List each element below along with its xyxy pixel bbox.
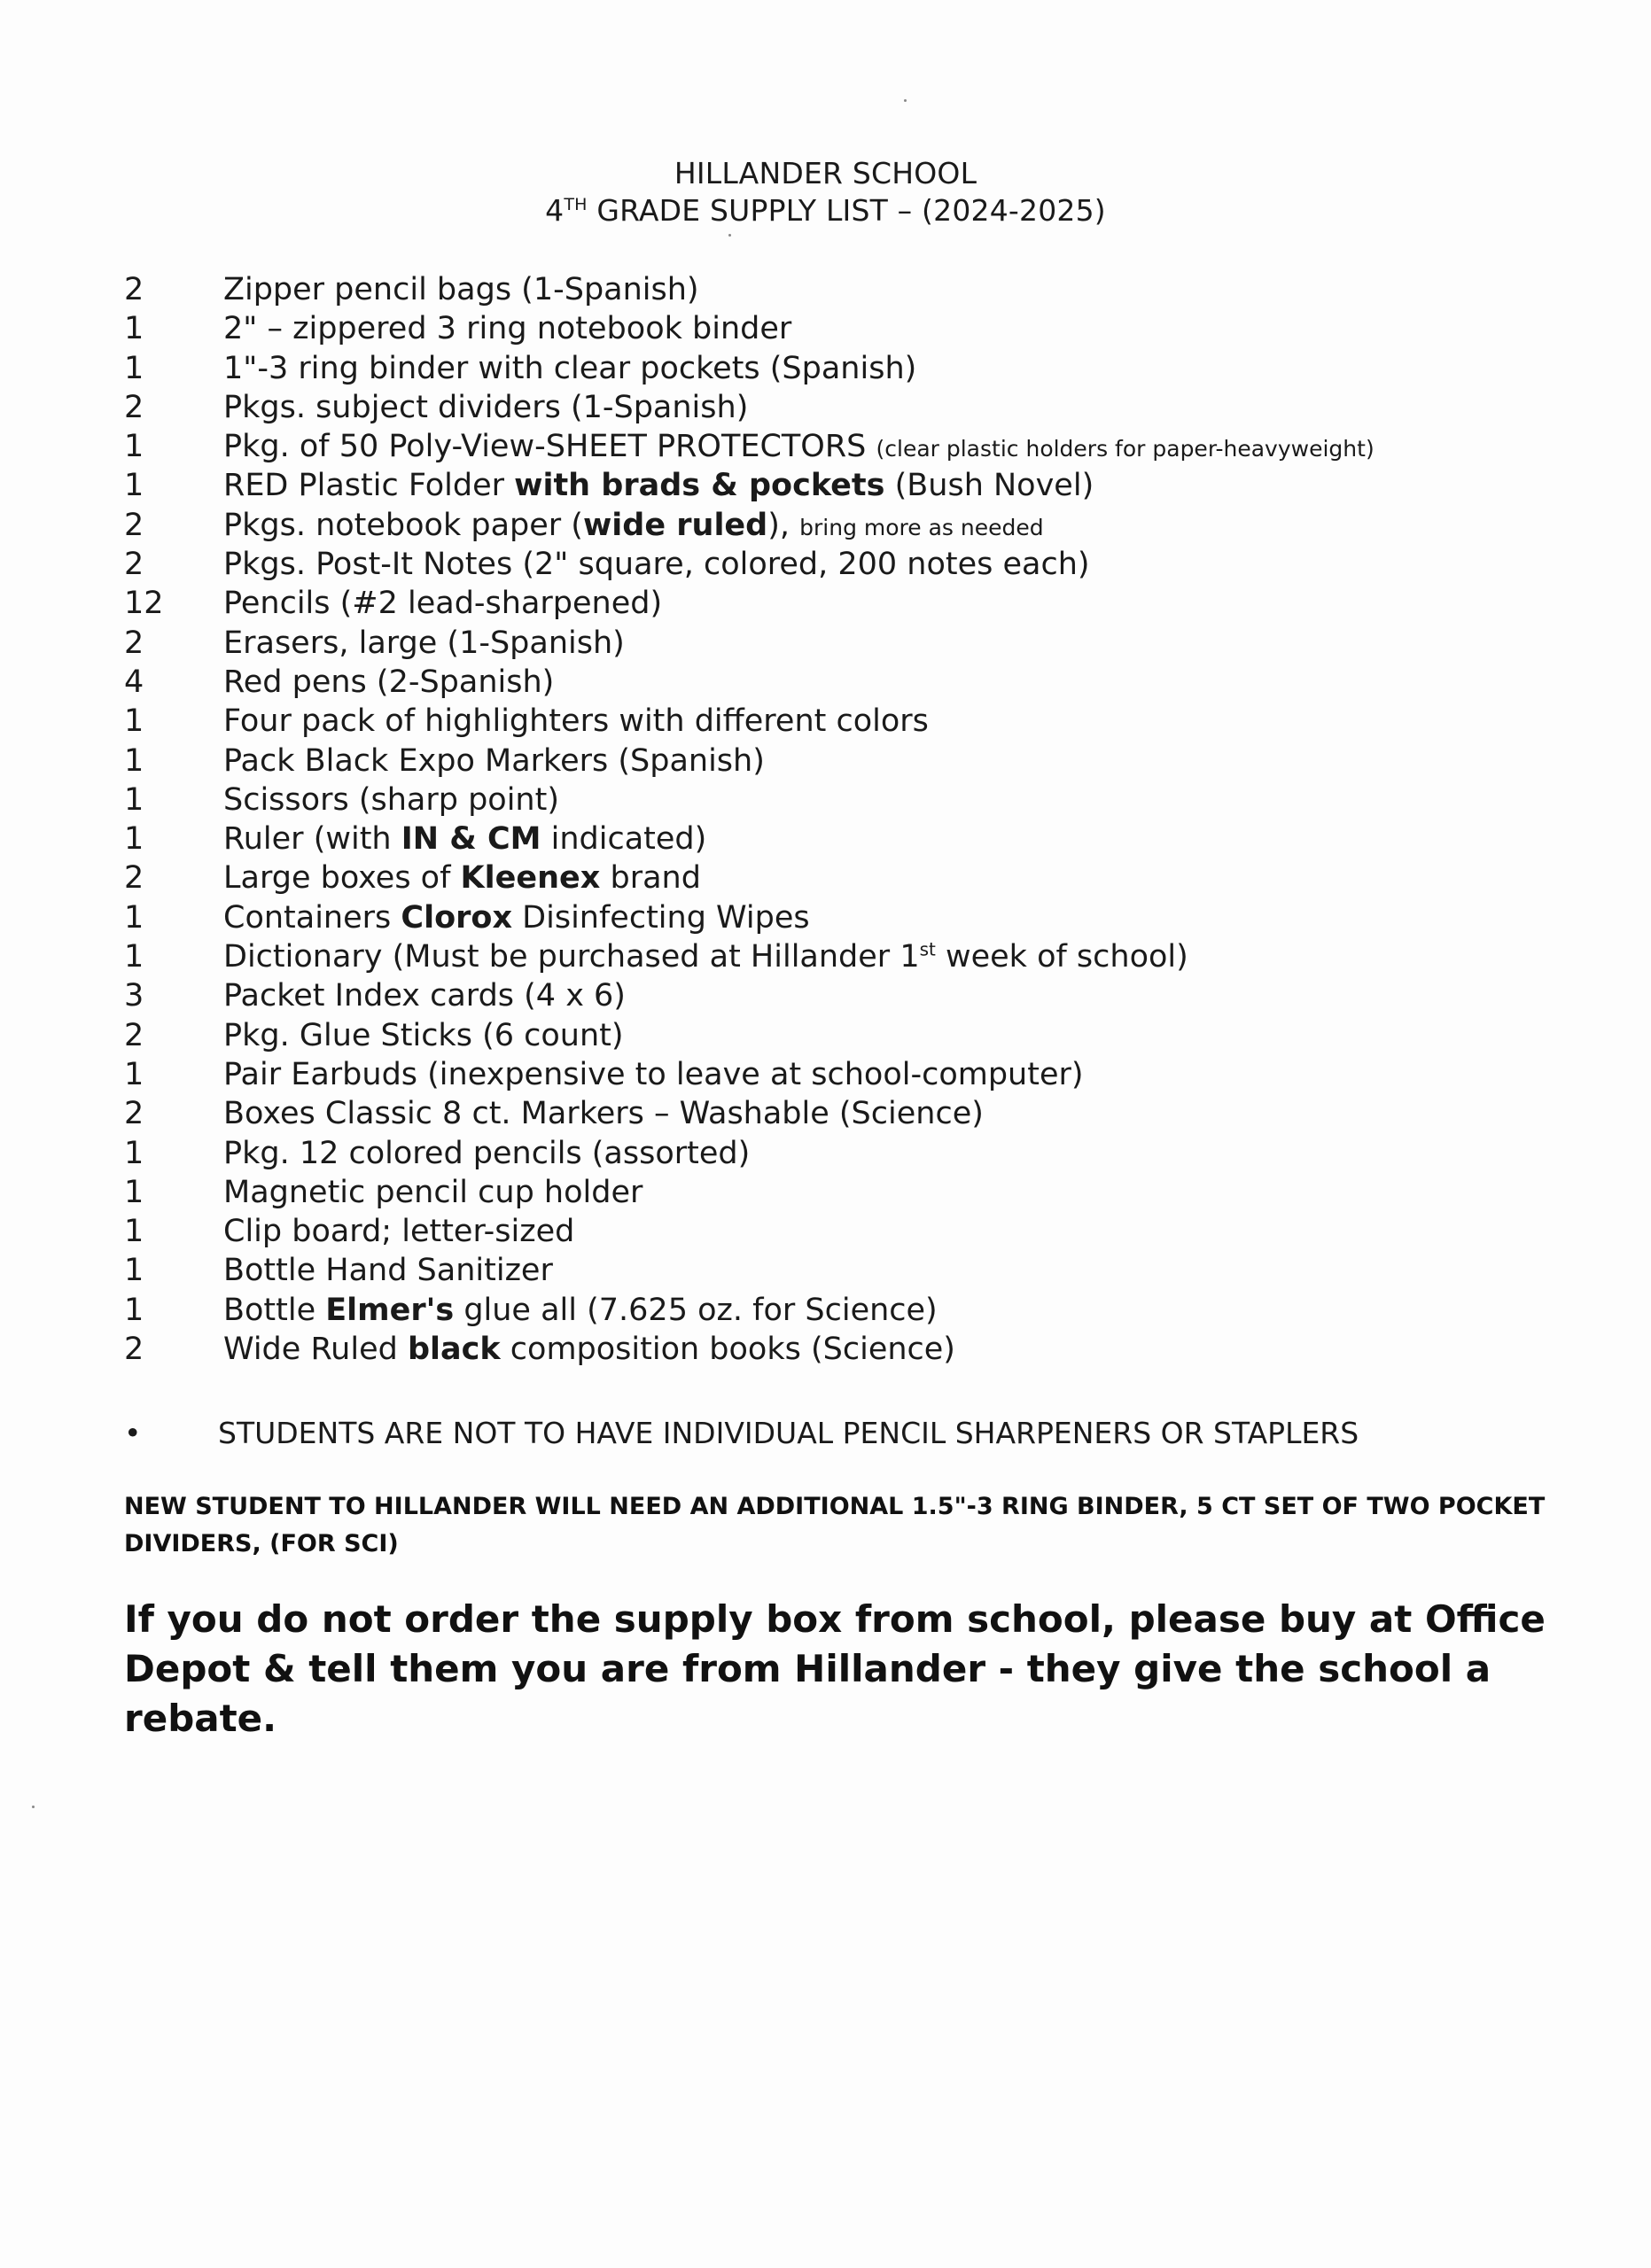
item-text-part: Pair Earbuds (inexpensive to leave at school-computer) — [223, 1056, 1084, 1092]
item-quantity: 4 — [124, 664, 144, 700]
item-description — [223, 349, 916, 388]
item-description — [223, 976, 626, 1015]
item-text-part: Disinfecting Wipes — [512, 899, 810, 936]
item-description — [223, 584, 662, 623]
item-description — [223, 309, 791, 348]
item-quantity: 1 — [124, 1174, 144, 1210]
item-description — [223, 898, 810, 937]
item-quantity: 1 — [124, 350, 144, 386]
supply-item — [124, 506, 1542, 545]
item-text-part: 2" – zippered 3 ring notebook binder — [223, 311, 792, 347]
list-title-text: GRADE SUPPLY LIST – (2024-2025) — [596, 193, 1106, 228]
item-text-part: Wide Ruled — [223, 1332, 408, 1368]
supply-item — [124, 742, 1542, 781]
item-quantity: 1 — [124, 1292, 144, 1328]
item-description — [223, 506, 1044, 548]
supply-item — [124, 1055, 1542, 1094]
item-text-part: Zipper pencil bags (1-Spanish) — [223, 272, 699, 307]
supply-item — [124, 1251, 1542, 1290]
supply-item — [124, 349, 1542, 388]
item-quantity: 2 — [124, 1096, 144, 1132]
item-text-part: Clorox — [401, 899, 513, 936]
item-text-part: Pencils (#2 lead-sharpened) — [223, 586, 663, 622]
supply-item — [124, 545, 1542, 584]
item-quantity: 1 — [124, 821, 144, 858]
bullet-symbol: • — [124, 1416, 142, 1450]
supply-item — [124, 781, 1542, 819]
item-quantity: 1 — [124, 468, 144, 504]
supply-items-list — [124, 270, 1542, 1369]
new-student-note: NEW STUDENT TO HILLANDER WILL NEED AN ADDITIONAL 1.5"-3 RING BINDER, 5 CT SET OF TWO POCKET DIVIDERS, (FOR SCI) — [124, 1493, 1546, 1557]
item-description — [223, 1291, 938, 1330]
item-description — [223, 819, 706, 858]
item-text-part: Pkgs. Post-It Notes (2" square, colored, 200 notes each) — [223, 547, 1090, 583]
item-text-part: ), — [767, 507, 800, 543]
supply-item — [124, 584, 1542, 623]
item-description — [223, 1055, 1084, 1094]
supply-item — [124, 819, 1542, 858]
item-text-part: with brads & pockets — [514, 468, 885, 504]
item-text-part: (Bush Novel) — [884, 468, 1094, 504]
supply-item — [124, 663, 1542, 702]
item-text-part: RED Plastic Folder — [223, 468, 515, 504]
supply-item — [124, 427, 1542, 466]
item-quantity: 1 — [124, 703, 144, 740]
supply-item — [124, 1016, 1542, 1055]
item-quantity: 1 — [124, 311, 144, 347]
item-text-part: Dictionary (Must be purchased at Hillander 1 — [223, 939, 920, 975]
office-depot-note: If you do not order the supply box from school, please buy at Office Depot & tell them you are from Hillander - they give the school a rebate. — [124, 1597, 1546, 1740]
item-description — [223, 545, 1090, 584]
item-description — [223, 1330, 955, 1369]
item-text-part: Elmer's — [325, 1292, 455, 1328]
item-quantity: 2 — [124, 272, 144, 307]
item-quantity: 2 — [124, 860, 144, 897]
item-text-part: Pkg. Glue Sticks (6 count) — [223, 1017, 624, 1053]
supply-item — [124, 466, 1542, 505]
item-quantity: 12 — [124, 586, 164, 622]
item-description — [223, 1016, 624, 1055]
item-text-part: Magnetic pencil cup holder — [223, 1174, 643, 1210]
item-quantity: 1 — [124, 1056, 144, 1092]
item-text-part: Erasers, large (1-Spanish) — [223, 625, 625, 661]
item-text-part: Pkgs. subject dividers (1-Spanish) — [223, 389, 749, 425]
item-text-part: black — [407, 1332, 501, 1368]
item-text-part: glue all (7.625 oz. for Science) — [454, 1292, 938, 1328]
grade-number: 4 — [545, 193, 565, 228]
item-description — [223, 1094, 984, 1133]
supply-item — [124, 1330, 1542, 1369]
item-description — [223, 937, 1188, 976]
item-text-part: st — [919, 938, 936, 960]
scan-speck — [32, 1806, 35, 1808]
supply-item — [124, 624, 1542, 663]
item-quantity: 1 — [124, 429, 144, 465]
item-text-part: (clear plastic holders for paper-heavyweight) — [876, 436, 1375, 462]
item-text-part: Four pack of highlighters with different colors — [223, 703, 929, 740]
item-text-part: Bottle Hand Sanitizer — [223, 1253, 553, 1289]
item-text-part: Kleenex — [460, 860, 601, 897]
supply-item — [124, 1212, 1542, 1251]
item-description — [223, 1212, 574, 1251]
item-description — [223, 388, 748, 427]
supply-item — [124, 1094, 1542, 1133]
item-text-part: brand — [600, 860, 701, 897]
supply-item — [124, 1173, 1542, 1212]
item-text-part: Red pens (2-Spanish) — [223, 664, 555, 700]
supply-item — [124, 270, 1542, 309]
item-description — [223, 1251, 553, 1290]
item-description — [223, 270, 699, 309]
item-quantity: 1 — [124, 939, 144, 975]
item-text-part: Pack Black Expo Markers (Spanish) — [223, 742, 765, 779]
item-text-part: Pkg. 12 colored pencils (assorted) — [223, 1135, 751, 1171]
grade-suffix: TH — [564, 195, 588, 214]
item-quantity: 3 — [124, 978, 144, 1014]
item-text-part: Large boxes of — [223, 860, 461, 897]
item-text-part: Scissors (sharp point) — [223, 781, 559, 818]
item-text-part: Pkgs. notebook paper ( — [223, 507, 583, 543]
item-text-part: Boxes Classic 8 ct. Markers – Washable (Science) — [223, 1096, 984, 1132]
scan-speck — [728, 234, 731, 237]
item-description — [223, 1134, 750, 1173]
supply-item — [124, 898, 1542, 937]
item-text-part: bring more as needed — [799, 514, 1044, 540]
item-quantity: 2 — [124, 389, 144, 425]
item-text-part: IN & CM — [401, 821, 541, 858]
supply-item — [124, 702, 1542, 741]
item-text-part: Pkg. of 50 Poly-View-SHEET PROTECTORS — [223, 429, 876, 465]
item-quantity: 1 — [124, 742, 144, 779]
supply-item — [124, 388, 1542, 427]
supply-item — [124, 1291, 1542, 1330]
item-text-part: indicated) — [541, 821, 707, 858]
item-quantity: 1 — [124, 1253, 144, 1289]
item-quantity: 2 — [124, 507, 144, 543]
supply-list-title — [0, 193, 1651, 228]
item-description — [223, 624, 625, 663]
item-description — [223, 466, 1094, 505]
item-description — [223, 742, 765, 781]
item-description — [223, 663, 554, 702]
item-description — [223, 427, 1375, 469]
item-text-part: composition books (Science) — [500, 1332, 955, 1368]
item-quantity: 1 — [124, 1135, 144, 1171]
item-quantity: 2 — [124, 1332, 144, 1368]
item-text-part: 1"-3 ring binder with clear pockets (Spanish) — [223, 350, 917, 386]
item-quantity: 2 — [124, 1017, 144, 1053]
item-text-part: wide ruled — [582, 507, 768, 543]
supply-item — [124, 309, 1542, 348]
supply-item — [124, 858, 1542, 897]
bullet-note-text: STUDENTS ARE NOT TO HAVE INDIVIDUAL PENCIL SHARPENERS OR STAPLERS — [218, 1416, 1359, 1450]
item-description — [223, 781, 559, 819]
item-description — [223, 858, 701, 897]
item-quantity: 1 — [124, 1214, 144, 1250]
item-text-part: Packet Index cards (4 x 6) — [223, 978, 626, 1014]
supply-item — [124, 1134, 1542, 1173]
item-description — [223, 702, 929, 741]
supply-item — [124, 976, 1542, 1015]
item-text-part: Ruler (with — [223, 821, 401, 858]
item-text-part: Clip board; letter-sized — [223, 1214, 575, 1250]
item-quantity: 1 — [124, 781, 144, 818]
item-text-part: Containers — [223, 899, 401, 936]
supply-item — [124, 937, 1542, 976]
item-text-part: Bottle — [223, 1292, 326, 1328]
item-text-part: week of school) — [935, 939, 1188, 975]
scan-speck — [904, 99, 907, 102]
item-description — [223, 1173, 642, 1212]
item-quantity: 2 — [124, 625, 144, 661]
item-quantity: 1 — [124, 899, 144, 936]
school-name: HILLANDER SCHOOL — [674, 156, 977, 190]
item-quantity: 2 — [124, 547, 144, 583]
